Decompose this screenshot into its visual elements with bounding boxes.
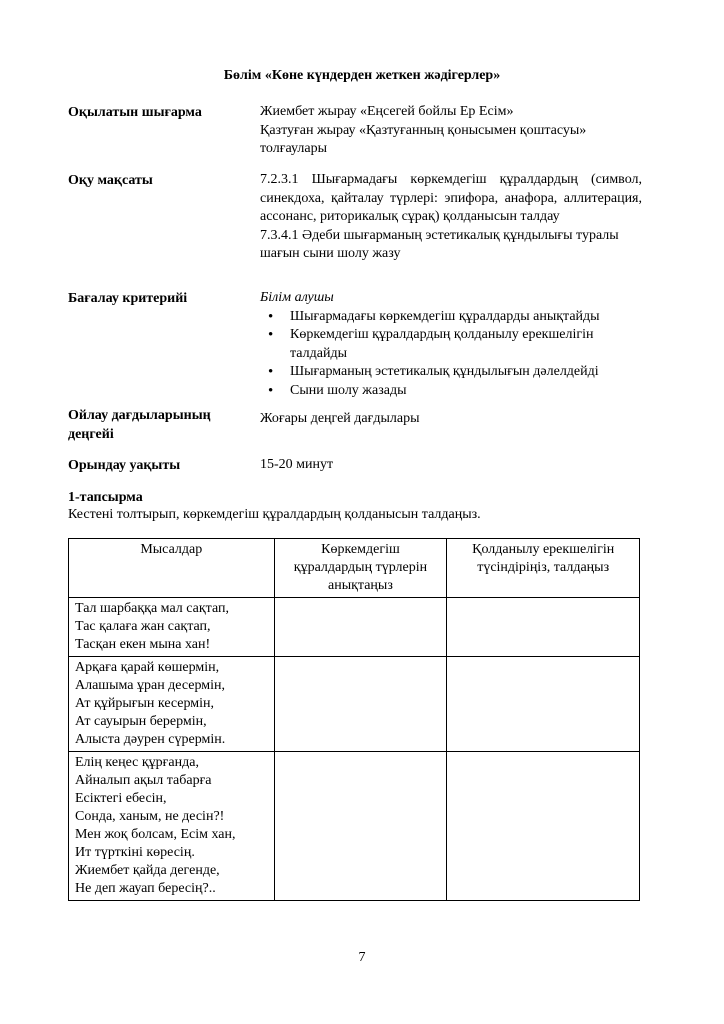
answer-cell-analysis[interactable] — [447, 752, 640, 901]
works-line: Қазтуған жырау «Қазтуғанның қонысымен қоштасуы» — [260, 122, 587, 138]
answer-cell-devices[interactable] — [274, 598, 447, 657]
goals-label: Оқу мақсаты — [68, 173, 153, 188]
thinking-label-line: деңгейі — [68, 427, 114, 442]
answer-cell-analysis[interactable] — [447, 657, 640, 752]
answer-cell-devices[interactable] — [274, 752, 447, 901]
verse-line: Тал шарбаққа мал сақтап, — [75, 601, 229, 616]
verse-line: Тасқан екен мына хан! — [75, 637, 211, 652]
criteria-list — [260, 308, 642, 401]
goals-value — [260, 171, 642, 264]
verse-line: Тас қалаға жан сақтап, — [75, 619, 211, 634]
example-cell — [69, 598, 275, 657]
goal-paragraph: 7.2.3.1 Шығармадағы көркемдегіш құралдардың (символ, синекдоха, қайталау түрлері: эпифора, анафора, аллитерация, ассонанс, риторикалық сұрақ) қолданысын талдау — [260, 172, 642, 224]
column-header-devices: Көркемдегіш құралдардың түрлерін анықтаңыз — [274, 539, 447, 598]
verse-line: Есіктегі ебесін, — [75, 791, 167, 806]
column-header-examples: Мысалдар — [69, 539, 275, 598]
task-table — [68, 538, 640, 901]
works-label: Оқылатын шығарма — [68, 105, 202, 120]
thinking-label-line: Ойлау дағдыларының — [68, 408, 211, 423]
verse-line: Мен жоқ болсам, Есім хан, — [75, 827, 236, 842]
task-description: Кестені толтырып, көркемдегіш құралдардың қолданысын талдаңыз. — [68, 507, 481, 522]
works-value — [260, 103, 642, 159]
page-number: 7 — [358, 950, 366, 965]
task-title: 1-тапсырма — [68, 490, 143, 505]
criteria-label: Бағалау критерийі — [68, 291, 188, 306]
verse-line: Жиембет қайда дегенде, — [75, 863, 220, 878]
column-header-analysis: Қолданылу ерекшелігін түсіндіріңіз, талдаңыз — [447, 539, 640, 598]
answer-cell-analysis[interactable] — [447, 598, 640, 657]
verse-line: Арқаға қарай көшермін, — [75, 660, 220, 675]
verse-line: Алашыма ұран десермін, — [75, 678, 225, 693]
verse-line: Не деп жауап бересің?.. — [75, 881, 216, 896]
answer-cell-devices[interactable] — [274, 657, 447, 752]
verse-line: Ат сауырын берермін, — [75, 714, 207, 729]
table-row — [69, 752, 640, 901]
thinking-value: Жоғары деңгей дағдылары — [260, 411, 420, 426]
criteria-item: • Көркемдегіш құралдардың қолданылу ерекшелігін талдайды — [290, 326, 642, 363]
table-row — [69, 598, 640, 657]
table-header-row — [69, 539, 640, 598]
criteria-intro: Білім алушы — [260, 290, 334, 305]
table-row — [69, 657, 640, 752]
example-cell — [69, 657, 275, 752]
criteria-item: • Шығармадағы көркемдегіш құралдарды анықтайды — [290, 308, 642, 327]
verse-line: Ит түрткіні көресің. — [75, 845, 195, 860]
verse-line: Ат құйрығын кесермін, — [75, 696, 215, 711]
criteria-item: • Шығарманың эстетикалық құндылығын дәлелдейді — [290, 363, 642, 382]
verse-line: Сонда, ханым, не десін?! — [75, 809, 225, 824]
verse-line: Елің кеңес құрғанда, — [75, 755, 199, 770]
verse-line: Алыста дәурен сүрермін. — [75, 732, 226, 747]
section-title: Бөлім «Көне күндерден жеткен жәдігерлер» — [223, 68, 501, 83]
works-line: толғаулары — [260, 141, 327, 156]
works-line: Жиембет жырау «Еңсегей бойлы Ер Есім» — [260, 104, 514, 119]
verse-line: Айналып ақыл табарға — [75, 773, 212, 788]
criteria-value — [260, 289, 642, 400]
time-value: 15-20 минут — [260, 457, 334, 472]
thinking-label — [68, 406, 248, 444]
criteria-item: • Сыни шолу жазады — [290, 382, 642, 401]
time-label: Орындау уақыты — [68, 458, 181, 473]
goal-paragraph: 7.3.4.1 Әдеби шығарманың эстетикалық құндылығы туралы шағын сыни шолу жазу — [260, 227, 619, 261]
example-cell — [69, 752, 275, 901]
